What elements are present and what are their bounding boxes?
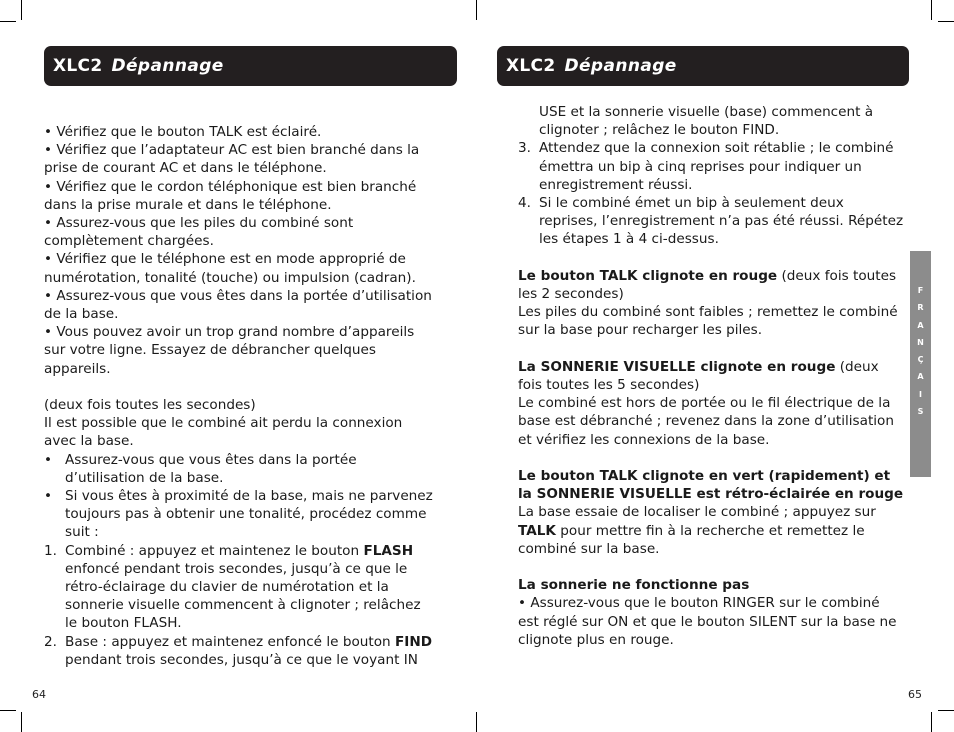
body-keyword: TALK <box>518 522 556 539</box>
step-number: 2. <box>44 633 57 650</box>
left-column <box>44 123 436 669</box>
step-text: Attendez que la connexion soit rétablie ; le combiné émettra un bip à cinq reprises pour indiquer un enregistrement réussi. <box>539 140 894 193</box>
page-header-left <box>44 46 457 86</box>
bullet-item: • Vérifiez que l’adaptateur AC est bien branché dans la prise de courant AC et dans le téléphone. <box>44 142 420 177</box>
interval-note: (deux fois toutes les secondes) <box>44 397 256 414</box>
crop-mark <box>0 21 16 22</box>
tab-letter: Ç <box>917 355 924 365</box>
numbered-step <box>518 139 904 194</box>
bullet-item: • Assurez-vous que les piles du combiné sont complètement chargées. <box>44 215 354 250</box>
tab-letter: F <box>917 286 924 295</box>
bullet-item: • Vérifiez que le téléphone est en mode approprié de numérotation, tonalité (touche) ou impulsion (cadran). <box>44 251 416 286</box>
sub-bullet-text: Si vous êtes à proximité de la base, mais ne parvenez toujours pas à obtenir une tonalité, procédez comme suit : <box>65 488 433 541</box>
heading-bold: La sonnerie ne fonctionne pas <box>518 577 750 594</box>
bullet-item: • Vérifiez que le cordon téléphonique est bien branché dans la prise murale et dans le téléphone. <box>44 178 417 213</box>
crop-mark <box>931 712 932 732</box>
crop-mark <box>938 710 954 711</box>
section-body: Le combiné est hors de portée ou le fil électrique de la base est débranché ; revenez dans la zone d’utilisation et vérifiez les connexions de la base. <box>518 395 894 448</box>
crop-mark <box>938 21 954 22</box>
step-text-after: enfoncé pendant trois secondes, jusqu’à ce que le rétro-éclairage du clavier de numérotation et la sonnerie visuelle commencent à clignoter ; relâchez le bouton FLASH. <box>65 560 421 632</box>
step-text-before: Combiné : appuyez et maintenez le bouton <box>65 542 364 559</box>
tab-letter: R <box>917 303 924 313</box>
page-number-right: 65 <box>908 688 922 701</box>
bullet-item: • Vérifiez que le bouton TALK est éclairé. <box>44 124 322 140</box>
heading-suffix: (deux fois toutes les 2 secondes) <box>518 267 897 303</box>
right-column <box>518 103 904 649</box>
step-text-before: Base : appuyez et maintenez enfoncé le bouton <box>65 633 395 650</box>
numbered-step <box>44 633 436 669</box>
header-title: Dépannage <box>564 56 677 76</box>
sub-bullet <box>44 487 436 542</box>
step-text-after: pendant trois secondes, jusqu’à ce que le voyant IN <box>65 651 418 668</box>
tab-letter: N <box>917 337 924 347</box>
page-number-left: 64 <box>32 688 46 701</box>
sub-bullet <box>44 451 436 487</box>
step-continuation <box>518 103 904 139</box>
heading-bold: Le bouton TALK clignote en vert (rapidement) et la SONNERIE VISUELLE est rétro-éclairée en rouge <box>518 468 904 503</box>
step-number: 4. <box>518 195 531 212</box>
heading-bold: La SONNERIE VISUELLE clignote en rouge <box>518 358 836 375</box>
tab-letter: A <box>917 320 924 330</box>
continuation-text: USE et la sonnerie visuelle (base) commencent à clignoter ; relâchez le bouton FIND. <box>539 104 874 139</box>
heading-bold: Le bouton TALK clignote en rouge <box>518 267 778 284</box>
crop-mark <box>931 0 932 20</box>
step-keyword: FLASH <box>363 542 414 559</box>
body-text-after: pour mettre fin à la recherche et remettez le combiné sur la base. <box>518 522 865 557</box>
crop-mark <box>476 0 477 20</box>
numbered-step <box>518 194 904 249</box>
section-heading <box>518 267 904 303</box>
step-number: 1. <box>44 542 57 559</box>
bullet-marker: • <box>44 488 53 505</box>
section-body: Les piles du combiné sont faibles ; remettez le combiné sur la base pour recharger les piles. <box>518 304 898 339</box>
crop-mark <box>21 0 22 20</box>
page-header-right <box>497 46 909 86</box>
bullet-item: • Vous pouvez avoir un trop grand nombre d’appareils sur votre ligne. Essayez de débrancher quelques appareils. <box>44 324 415 377</box>
sub-bullet-text: Assurez-vous que vous êtes dans la portée d’utilisation de la base. <box>65 451 357 486</box>
lost-connection-text: Il est possible que le combiné ait perdu la connexion avec la base. <box>44 415 403 450</box>
section-heading <box>518 576 904 594</box>
language-side-tab <box>910 251 931 477</box>
bullet-marker: • <box>44 451 53 468</box>
section-heading <box>518 358 904 394</box>
heading-suffix: (deux fois toutes les 5 secondes) <box>518 358 879 394</box>
section-heading <box>518 467 904 503</box>
crop-mark <box>21 712 22 732</box>
bullet-item: • Assurez-vous que vous êtes dans la portée d’utilisation de la base. <box>44 287 432 323</box>
tab-letter: S <box>917 407 924 417</box>
crop-mark <box>476 712 477 732</box>
tab-letter: A <box>917 372 924 382</box>
numbered-step <box>44 542 436 633</box>
section-body <box>518 503 904 558</box>
step-keyword: FIND <box>394 633 432 650</box>
section-body: • Assurez-vous que le bouton RINGER sur le combiné est réglé sur ON et que le bouton SILENT sur la base ne clignote plus en rouge. <box>518 595 897 648</box>
header-brand: XLC2 <box>506 56 556 76</box>
header-brand: XLC2 <box>53 56 103 76</box>
tab-letter: I <box>919 389 922 399</box>
header-title: Dépannage <box>111 56 224 76</box>
body-text-before: La base essaie de localiser le combiné ; appuyez sur <box>518 504 876 521</box>
step-text: Si le combiné émet un bip à seulement deux reprises, l’enregistrement n’a pas été réussi. Répétez les étapes 1 à 4 ci-dessus. <box>539 195 904 248</box>
step-number: 3. <box>518 140 531 157</box>
crop-mark <box>0 710 16 711</box>
